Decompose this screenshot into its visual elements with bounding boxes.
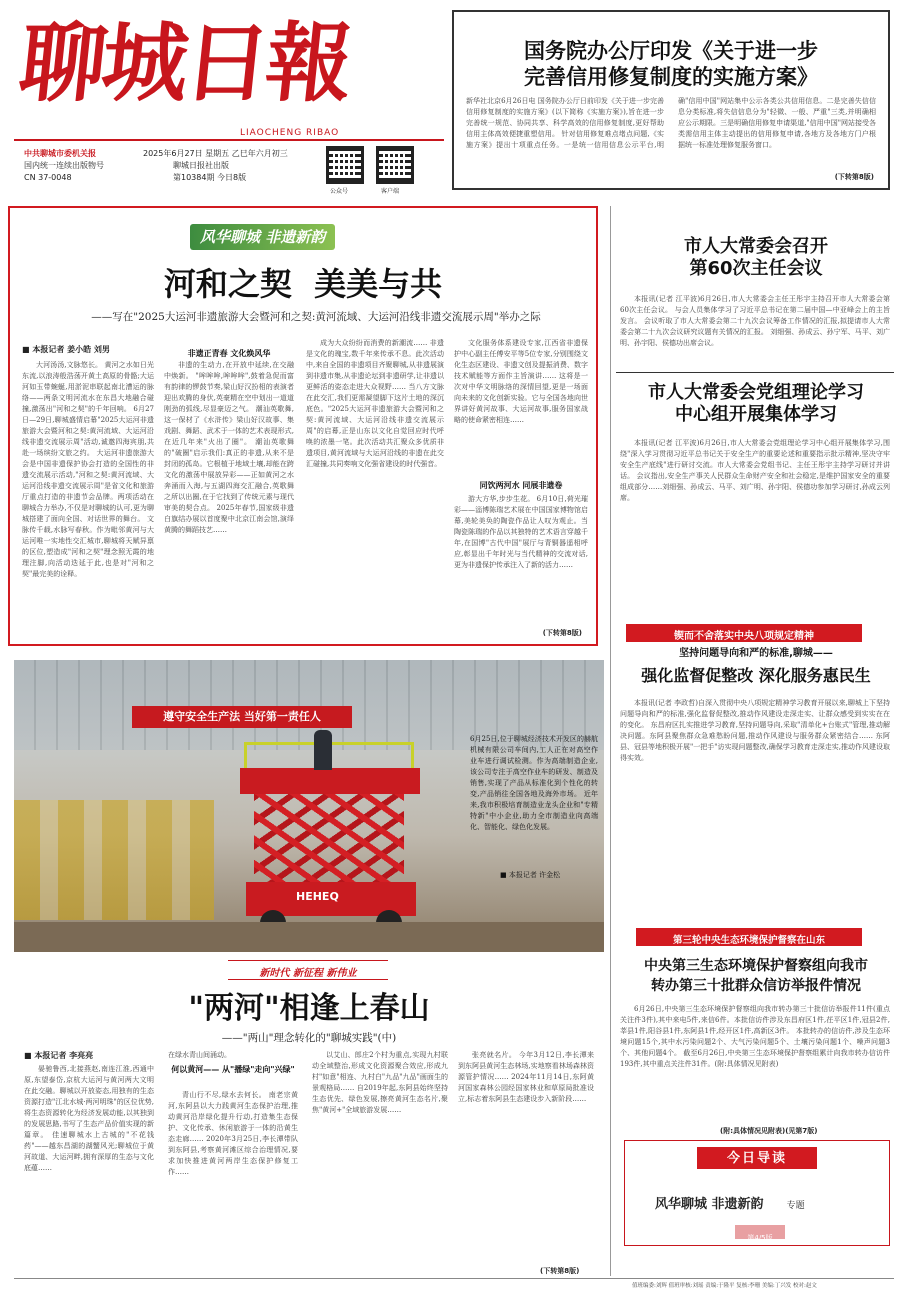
top-story-body: 新华社北京6月26日电 国务院办公厅日前印发《关于进一步完善信用修复制度的实施方案》(以下简称《实施方案》),旨在进一步完善统一规范、协同共享、科学高效的信用修复制度,更好帮助信用主体高效便捷重塑信用。 针对信用修复难点堵点问题,《实施方案》提出十项重点任务。一是统一信用信息公示平台,明确"信用中国"网站集中公示各类公共信用信息。二是完善失信信息分类标准,将失信信息分为"轻微、一般、严重"三类,并明确相应公示期限。三是明确信用修复申请渠道,"信用中国"网站接受各类需信用主体主动提出的信用修复申请,各地方及各地方门户根据统一标准处理修复服务窗口。 [466, 97, 876, 149]
guide-item-title: 风华聊城 非遗新韵 [655, 1197, 764, 1212]
org-name: 中共聊城市委机关报 [24, 149, 96, 158]
floor [14, 922, 604, 952]
feature-title: 河和之契 美美与共 [163, 265, 443, 303]
series-banner-text: 新时代 新征程 新伟业 [259, 968, 357, 979]
guide-item-tag: 专题 [786, 1201, 805, 1211]
publisher: 聊城日报社出版 [173, 161, 229, 170]
feature-col-4: 文化服务体系建设专家,江西省非遗保护中心副主任傅安平等5位专家,分别围绕文化生态区建设、非遗文创及提振消费、数字技术赋能等方面作主旨演讲…… 这将是一次对中华文明脉络的深情回望,更是一场面向未来的文化创新实验。它与全国各地向世界讲好黄河故事、大运河故事,服务国家战略的使命紧密相连…… [454, 339, 588, 424]
newspaper-logo: 聊城日報 [14, 13, 354, 114]
series-title: "两河"相逢上春山 [188, 991, 430, 1026]
section-banner-1 [626, 624, 862, 642]
qr1-label: 公众号 [330, 188, 349, 195]
top-story-title-2: 完善信用修复制度的实施方案》 [524, 65, 818, 89]
background-lifts [14, 800, 214, 920]
guide-header [697, 1147, 817, 1169]
guide-box[interactable] [624, 1140, 890, 1246]
qr-code-wechat[interactable] [326, 146, 364, 184]
feature-col-1: 大河汤汤,文脉悠长。 黄河之水如日光东流,以浪涛般浩荡开黄土高原的骨骼;大运河如玉带蜿蜒,用淤泥串联起南北漕运的脉络——两条文明河流水在东昌大地融合碰撞,激荡出"河和之契"的千年回响。 6月27日—29日,聊城盛情启幕"2025大运河非遗旅游大会暨河和之契:黄河流域、大运河沿线非遗交流展示周"活动,诚邀四海宾朋,共赴一场缤纷文旅之约。 大运河非遗旅游大会是中国非遗保护协会打造的全国性的非遗交流展示活动,"河和之契:黄河流域、大运河沿线非遗交流展示周"是省文化和旅游厅重点打造的非遗节会品牌。两项活动在聊城合力举办,不仅是对聊城的认可,更为聊城搭建了面向全国、对话世界的舞台。 文脉传千载,水脉写春秋。作为毗邻黄河与大运河唯一实地性交汇城市,聊城将天赋异禀的区位,塑造成"河和之契"理念照无霞的地理注脚,向活动迭延于此,也是对"河和之契"最完美的诠释。 [22, 361, 154, 578]
series-subhead: 何以黄河—— 从"播绿"走向"兴绿" [171, 1065, 295, 1074]
feature-col-4b: 游大方华,步步生花。 6月10日,荷光璀彩——淄博陈瑞艺术展在中国国家博物馆启幕,美轮美奂的陶瓷作品让人叹为观止。当陶瓷陈瑞的作品以其独特的艺术语言穿越千年,在国博"古代中国"展厅与青铜器遥相呼应,彰显出千年时光与当代精神的交流对话,更为非遗保护传承注入了新的活力…… [454, 495, 588, 569]
photo-credit: ■ 本报记者 许金松 [500, 871, 561, 879]
safety-banner-text: 遵守安全生产法 当好第一责任人 [163, 710, 321, 723]
right-b3: 本报讯(记者 李政哲)自深入贯彻中央八项规定精神学习教育开展以来,聊城上下坚持问题导向和严的标准,强化监督促整改,推动作风建设走深走实、让群众感受到实实在在的变化。 东昌府区扎实推进学习教育,坚持问题导向,采取"清单化+台账式"管理,推动解决问题。东阿县聚焦群众急难愁盼问题,推动作风建设与服务群众紧密结合…… 东阿县、冠县等地积极开展"一把手"访实现问题整改,确保学习教育走深走实,推动作风建设取得实效。 [620, 699, 890, 762]
right-rule-1 [616, 372, 894, 373]
right-h3-kicker: 坚持问题导向和严的标准,聊城—— [679, 648, 833, 659]
series-byline: ■ 本报记者 李亮亮 [24, 1051, 94, 1060]
series-more[interactable]: (下转第8版) [540, 1267, 580, 1275]
guide-page-badge [735, 1225, 785, 1242]
right-h2-line2: 中心组开展集体学习 [675, 404, 837, 425]
series-col-3: 以艾山、郎庄2个村为重点,实现九村联动全域整治,形成文化资源聚合效应,形成九村"如意"相连、九村白"九品"九品"画面生的景观格局…… 自2019年起,东阿县始终坚持生态优先、绿色发展,擦亮黄河生态名片,聚焦"黄河+"全域旅游发展…… [312, 1051, 448, 1114]
series-subtitle: ——"两山"理念转化的"聊城实践"(中) [221, 1032, 397, 1044]
right-col-divider [610, 206, 611, 1276]
right-h1-line1: 市人大常委会召开 [684, 236, 828, 257]
cn-number: CN 37-0048 [24, 173, 72, 182]
masthead-rule [14, 139, 444, 141]
worker [314, 730, 332, 770]
right-h3-title: 强化监督促整改 深化服务惠民生 [641, 666, 871, 685]
right-b1: 本报讯(记者 江平波)6月26日,市人大常委会主任王彤宇主持召开市人大常委会第60次主任会议。 与会人员集体学习了习近平总书记在第二届中国—中亚峰会上的主旨发言。 会议听取了市人大常委会第二十九次会议筹备工作情况的汇报,拟提请市人大常委会第二十九次会议研究议题有关情况的汇报。 刘细强、孙成云、孙宁军、马平、刘广明、孙宇阳、侯德功出席会议。 [620, 295, 890, 347]
right-h4-line2: 转办第三十批群众信访举报件情况 [651, 978, 861, 994]
feature-banner-text: 风华聊城 非遗新韵 [200, 228, 326, 246]
masthead-info-left [24, 148, 134, 184]
masthead-info-mid [143, 148, 313, 184]
feature-subhead-1: 非遗正青春 文化焕风华 [187, 349, 271, 358]
right-b4-more[interactable]: (附:具体情况见附表)(见第7版) [720, 1127, 818, 1135]
feature-banner [190, 224, 335, 250]
section-banner-1-text: 锲而不舍落实中央八项规定精神 [674, 631, 814, 642]
right-h1-line2: 第60次主任会议 [689, 258, 823, 279]
feature-box [8, 206, 598, 646]
issue-date: 2025年6月27日 星期五 乙巳年六月初三 [143, 149, 288, 158]
guide-page: 第4/5版 [747, 1234, 773, 1242]
series-banner [228, 960, 388, 980]
series-col-1: 晏驰鲁西,北接燕赵,南连江淮,西通中原,东望泰岱,京杭大运河与黄河两大文明在此交融。聊城以开放姿态,用独有的生态资源打造"江北水城·两河明珠"的区位优势,将生态资源转化为经济发展动能,以其独到的发展思路,书写了生态产品价值实现的新篇章。 佳速聊城水上古城的"不花钱药"——越东昌湖的湖蟹风光;聊城位于黄河故道、大运河畔,拥有深厚的生态与文化底蕴…… [24, 1065, 154, 1172]
logo-pinyin: LIAOCHENG RIBAO [240, 128, 340, 138]
right-h2-line1: 市人大常委会党组理论学习 [648, 382, 864, 403]
qr2-label: 客户端 [381, 188, 400, 195]
feature-more[interactable]: (下转第8版) [542, 629, 582, 637]
feature-col-3: 成为大众纷纷而消费的新潮流…… 非遗是文化的瑰宝,数千年来传承不息。此次活动中,来自全国的非遗项目齐聚聊城,从非遗展演到非遗市集,从非遗论坛到非遗研学,让非遗以更鲜活的姿态走进大众视野…… 当八方文脉在此交汇,我们更需凝望脚下这片土地的深沉底色。"2025大运河非遗旅游大会暨河和之契:黄河流域、大运河沿线非遗交流展示周"的启幕,正是山东以文化自觉回应时代呼唤的浓墨一笔。此次活动共汇聚众多优质非遗项目,黄河流域与大运河沿线的非遗在此交汇碰撞,共同奏响文化强省建设的时代强音。 [306, 339, 444, 468]
top-story-title-1: 国务院办公厅印发《关于进一步 [524, 39, 818, 63]
right-h4-line1: 中央第三生态环境保护督察组向我市 [644, 958, 868, 974]
feature-subtitle: ——写在"2025大运河非遗旅游大会暨河和之契:黄河流域、大运河沿线非遗交流展示周"举办之际 [91, 311, 541, 323]
section-banner-2-text: 第三轮中央生态环境保护督察在山东 [672, 935, 825, 946]
guide-header-text: 今日导读 [726, 1151, 787, 1166]
section-banner-2 [636, 928, 862, 946]
series-col-4: 张亮就名片。 今年3月12日,李长潭来到东阿县黄河生态林场,实地察看林场森林资源管护情况…… 2024年11月14日,东阿黄河国家森林公园经国家林业和草原局批准设立,标志着东阿县生态建设步入新阶段…… [458, 1051, 594, 1103]
top-story-more[interactable]: (下转第8版) [834, 173, 874, 181]
issn-label: 国内统一连续出版物号 [24, 161, 104, 170]
safety-banner [132, 706, 352, 728]
lift-scissor [254, 794, 404, 884]
feature-byline: ■ 本报记者 姜小皓 刘男 [22, 345, 110, 354]
issue-number: 第10384期 今日8版 [173, 173, 247, 182]
photo-caption: 6月25日,位于聊城经济技术开发区的赫航机械有限公司车间内,工人正在对高空作业车进行调试检测。作为高端制造企业,该公司专注于高空作业车的研发、制造及销售,实现了产品从标准化到个性化的转变,产品销往全国各地及海外市场。 近年来,我市积极培育制造业龙头企业和"专精特新"中小企业,助力全市制造业向高端化、智能化、绿色化发展。 [470, 735, 598, 831]
qr-code-app[interactable] [376, 146, 414, 184]
lift-platform [240, 768, 420, 794]
feature-subhead-2: 同饮两河水 同展非遗卷 [479, 481, 563, 490]
series-col-2: 在绿水青山间涌动。 [168, 1051, 231, 1059]
series-col-2b: 青山行不尽,绿水去何长。 南老宗黄河,东阿县以大力践黄河生态保护治理,推动黄河沿岸绿化提升行动,打造集生态保护、文化传承、休闲旅游于一体的沿黄生态走廊…… 2020年3月25日,李长潭带队到东阿县,考察黄河滩区综合治理情况,要求加快推进黄河两岸生态保护修复工作…… [168, 1091, 298, 1176]
guide-item[interactable] [655, 1193, 865, 1212]
right-b2: 本报讯(记者 江平波)6月26日,市人大常委会党组理论学习中心组开展集体学习,围绕"深入学习贯彻习近平总书记关于安全生产的重要论述和重要指示批示精神,坚决守牢安全生产底线"进行研讨交流。市人大常委会党组书记、主任王彤宇主持学习研讨并讲话。 会议指出,安全生产事关人民群众生命财产安全和社会稳定,是维护国家安全的重要组成部分……刘细强、孙成云、马平、刘广明、孙宇阳、侯德功参加学习研讨,孙成云列席。 [620, 439, 890, 502]
feature-col-2: 非遗的生动力,在开放中延续,在交融中焕新。 "哞哞哞,哞哞哞",鼓着急促而富有韵律的锣鼓节奏,梁山好汉扮相的表演者迎出欢腾的身伏,英豪精在空中划出一道道刚劲的弧线,尽显豪迈之气。 潮汕英歌舞,这一保材了《水浒传》梁山好汉故事、集戏剧、舞蹈、武术于一体的艺术表现形式,在近几年来"火出了圈"。 潮汕英歌舞的"破圈"启示我们:真正的非遗,从来不是封闭的孤岛。它根植于地域土壤,却能在跨文化的激荡中展放异彩——正如黄河之水奔涌而入海,与五湖四海交汇融合,英歌舞之所以出圈,在于它找到了传统元素与现代审美的契合点。 2025年春节,国家级非遗白旗结办展以首度聚中北京江南会馆,演绎黄腾的舞蹈技艺…… [164, 361, 294, 534]
top-story[interactable] [452, 10, 890, 190]
lift-brand: HEHEQ [296, 890, 339, 903]
right-b4: 6月26日,中央第三生态环境保护督察组向我市转办第三十批信访举报件11件(重点关注件3件),其中来电5件,来信6件。本批信访件涉及东昌府区1件,茌平区1件,冠县2件,莘县1件,阳谷县1件,东阿县1件,经开区1件,高新区3件。 本批转办的信访件,涉及生态环境问题15个,其中水污染问题2个、大气污染问题5个、土壤污染问题1个、噪声问题3个、其他问题4个。 截至6月26日,中央第三生态环境保护督察组累计向我市转办信访件193件,其中重点关注件31件。(附:具体情况见附表) [620, 1005, 890, 1068]
footer-rule [14, 1278, 894, 1279]
footer-credits: 值班编委:刘辉 值班审核:刘瑶 责编:于隆平 复核:李珊 美编:丁兴发 校对:赵文 [632, 1283, 817, 1289]
